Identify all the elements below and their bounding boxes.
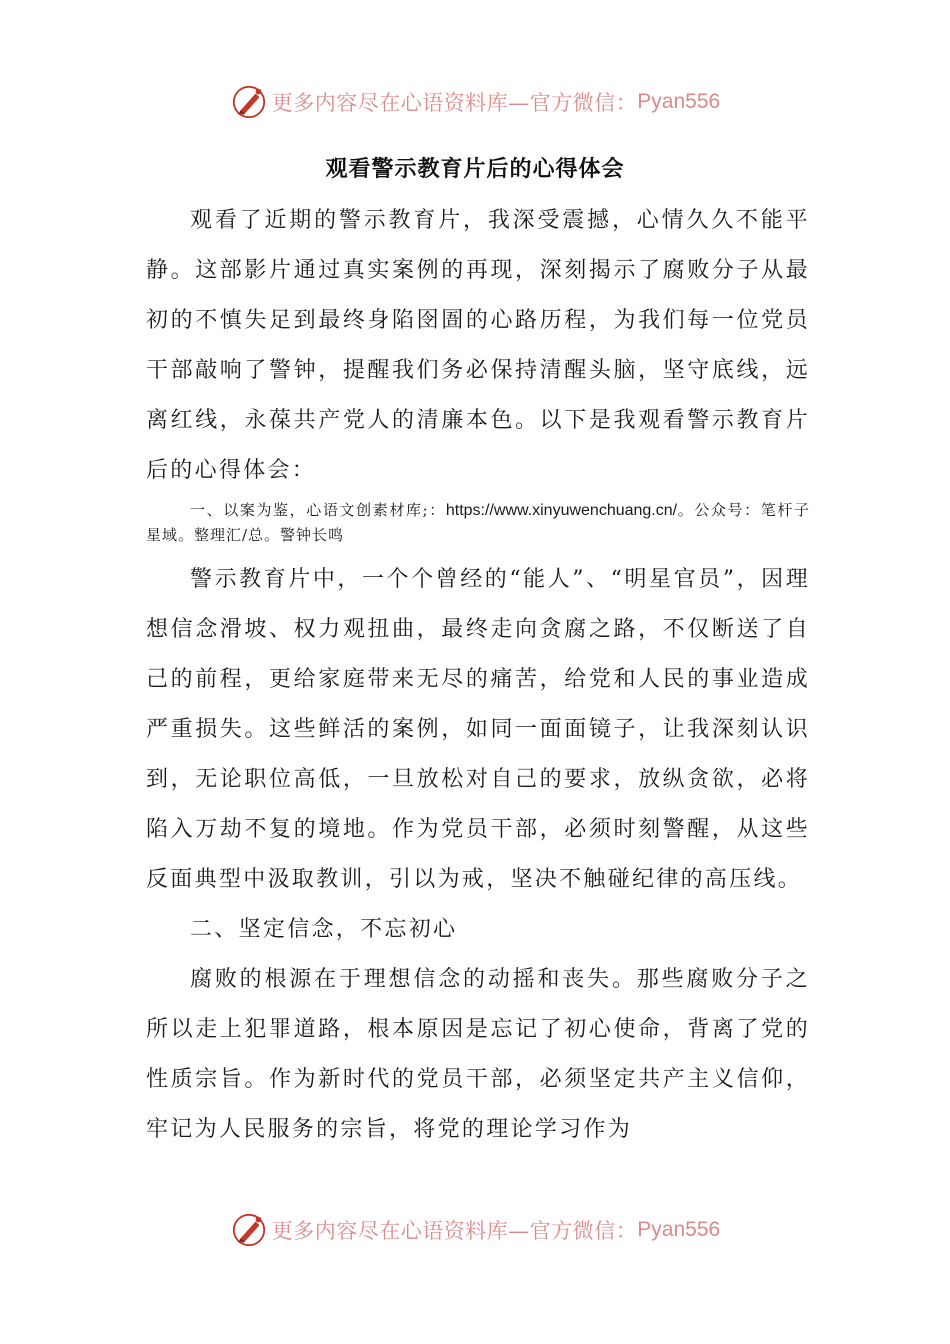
- section-heading-1: [146, 498, 810, 547]
- pen-logo-icon: [230, 1211, 268, 1249]
- note-url: https://www.xinyuwenchuang.cn/: [445, 502, 678, 519]
- banner-text: 更多内容尽在心语资料库—官方微信：: [271, 91, 638, 115]
- pen-logo-icon: [230, 83, 268, 121]
- section-heading-2: 二、坚定信念，不忘初心: [190, 917, 458, 942]
- note-prefix: 一、以案为鉴，心语文创素材库;：: [190, 501, 446, 519]
- banner-wechat-id: Pyan556: [637, 90, 721, 113]
- paragraph-beliefs: 腐败的根源在于理想信念的动摇和丧失。那些腐败分子之所以走上犯罪道路，根本原因是忘记了初心使命，背离了党的性质宗旨。作为新时代的党员干部，必须坚定共产主义信仰，牢记为人民服务的宗旨，将党的理论学习作为: [146, 967, 810, 1142]
- paragraph-cases: 警示教育片中，一个个曾经的“能人”、“明星官员”，因理想信念滑坡、权力观扭曲，最终走向贪腐之路，不仅断送了自己的前程，更给家庭带来无尽的痛苦，给党和人民的事业造成严重损失。这些鲜活的案例，如同一面面镜子，让我深刻认识到，无论职位高低，一旦放松对自己的要求，放纵贪欲，必将陷入万劫不复的境地。作为党员干部，必须时刻警醒，从这些反面典型中汲取教训，引以为戒，坚决不触碰纪律的高压线。: [146, 567, 810, 892]
- document-title: 观看警示教育片后的心得体会: [325, 157, 625, 182]
- note-suffix: 。公众号：笔杆子星域。整理汇/总。警钟长鸣: [146, 501, 810, 544]
- header-banner: [0, 82, 950, 122]
- footer-banner: [0, 1210, 950, 1250]
- banner-wechat-id: Pyan556: [637, 1218, 721, 1241]
- paragraph-intro: 观看了近期的警示教育片，我深受震撼，心情久久不能平静。这部影片通过真实案例的再现，深刻揭示了腐败分子从最初的不慎失足到最终身陷囹圄的心路历程，为我们每一位党员干部敲响了警钟，提醒我们务必保持清醒头脑，坚守底线，远离红线，永葆共产党人的清廉本色。以下是我观看警示教育片后的心得体会：: [146, 208, 810, 483]
- document-body: [146, 196, 810, 1155]
- banner-text: 更多内容尽在心语资料库—官方微信：: [271, 1219, 638, 1243]
